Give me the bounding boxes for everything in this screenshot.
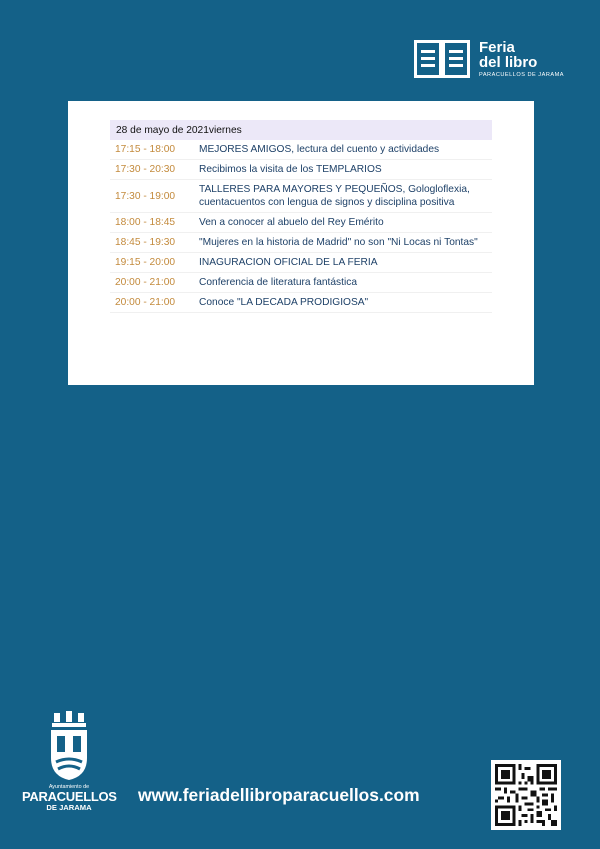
row-activity: Recibimos la visita de los TEMPLARIOS bbox=[195, 160, 492, 180]
municipal-crest-icon bbox=[48, 710, 90, 782]
row-time: 18:00 - 18:45 bbox=[110, 213, 195, 233]
open-book-icon bbox=[414, 40, 470, 78]
crest-name: PARACUELLOS bbox=[22, 789, 117, 804]
row-time: 18:45 - 19:30 bbox=[110, 233, 195, 253]
row-time: 20:00 - 21:00 bbox=[110, 273, 195, 293]
table-row bbox=[110, 140, 492, 160]
row-time: 17:15 - 18:00 bbox=[110, 140, 195, 160]
schedule-card bbox=[68, 101, 534, 385]
row-activity: Conferencia de literatura fantástica bbox=[195, 273, 492, 293]
logo-line2: del libro bbox=[479, 54, 538, 71]
qr-code-icon bbox=[495, 764, 557, 826]
row-time: 17:30 - 19:00 bbox=[110, 180, 195, 213]
feria-logo bbox=[414, 40, 564, 78]
crest-small-text: Ayuntamiento de bbox=[48, 784, 90, 790]
row-activity: Ven a conocer al abuelo del Rey Emérito bbox=[195, 213, 492, 233]
table-row bbox=[110, 273, 492, 293]
table-row bbox=[110, 160, 492, 180]
row-activity: TALLERES PARA MAYORES Y PEQUEÑOS, Gologloflexia, cuentacuentos con lengua de signos y disciplina positiva bbox=[195, 180, 492, 213]
logo-line1: Feria bbox=[479, 39, 515, 56]
row-activity: MEJORES AMIGOS, lectura del cuento y actividades bbox=[195, 140, 492, 160]
municipal-crest bbox=[22, 710, 116, 812]
row-activity: INAGURACION OFICIAL DE LA FERIA bbox=[195, 253, 492, 273]
row-time: 20:00 - 21:00 bbox=[110, 293, 195, 313]
table-row bbox=[110, 293, 492, 313]
row-activity: "Mujeres en la historia de Madrid" no son "Ni Locas ni Tontas" bbox=[195, 233, 492, 253]
schedule-table bbox=[110, 120, 492, 313]
table-row bbox=[110, 213, 492, 233]
table-row bbox=[110, 233, 492, 253]
schedule-date-header: 28 de mayo de 2021viernes bbox=[110, 120, 492, 140]
qr-code bbox=[491, 760, 561, 830]
crest-sub: DE JARAMA bbox=[46, 803, 92, 812]
row-activity: Conoce "LA DECADA PRODIGIOSA" bbox=[195, 293, 492, 313]
website-url[interactable]: www.feriadellibroparacuellos.com bbox=[138, 785, 420, 805]
logo-subtitle: PARACUELLOS DE JARAMA bbox=[479, 72, 564, 78]
table-row bbox=[110, 253, 492, 273]
row-time: 17:30 - 20:30 bbox=[110, 160, 195, 180]
table-row bbox=[110, 180, 492, 213]
row-time: 19:15 - 20:00 bbox=[110, 253, 195, 273]
